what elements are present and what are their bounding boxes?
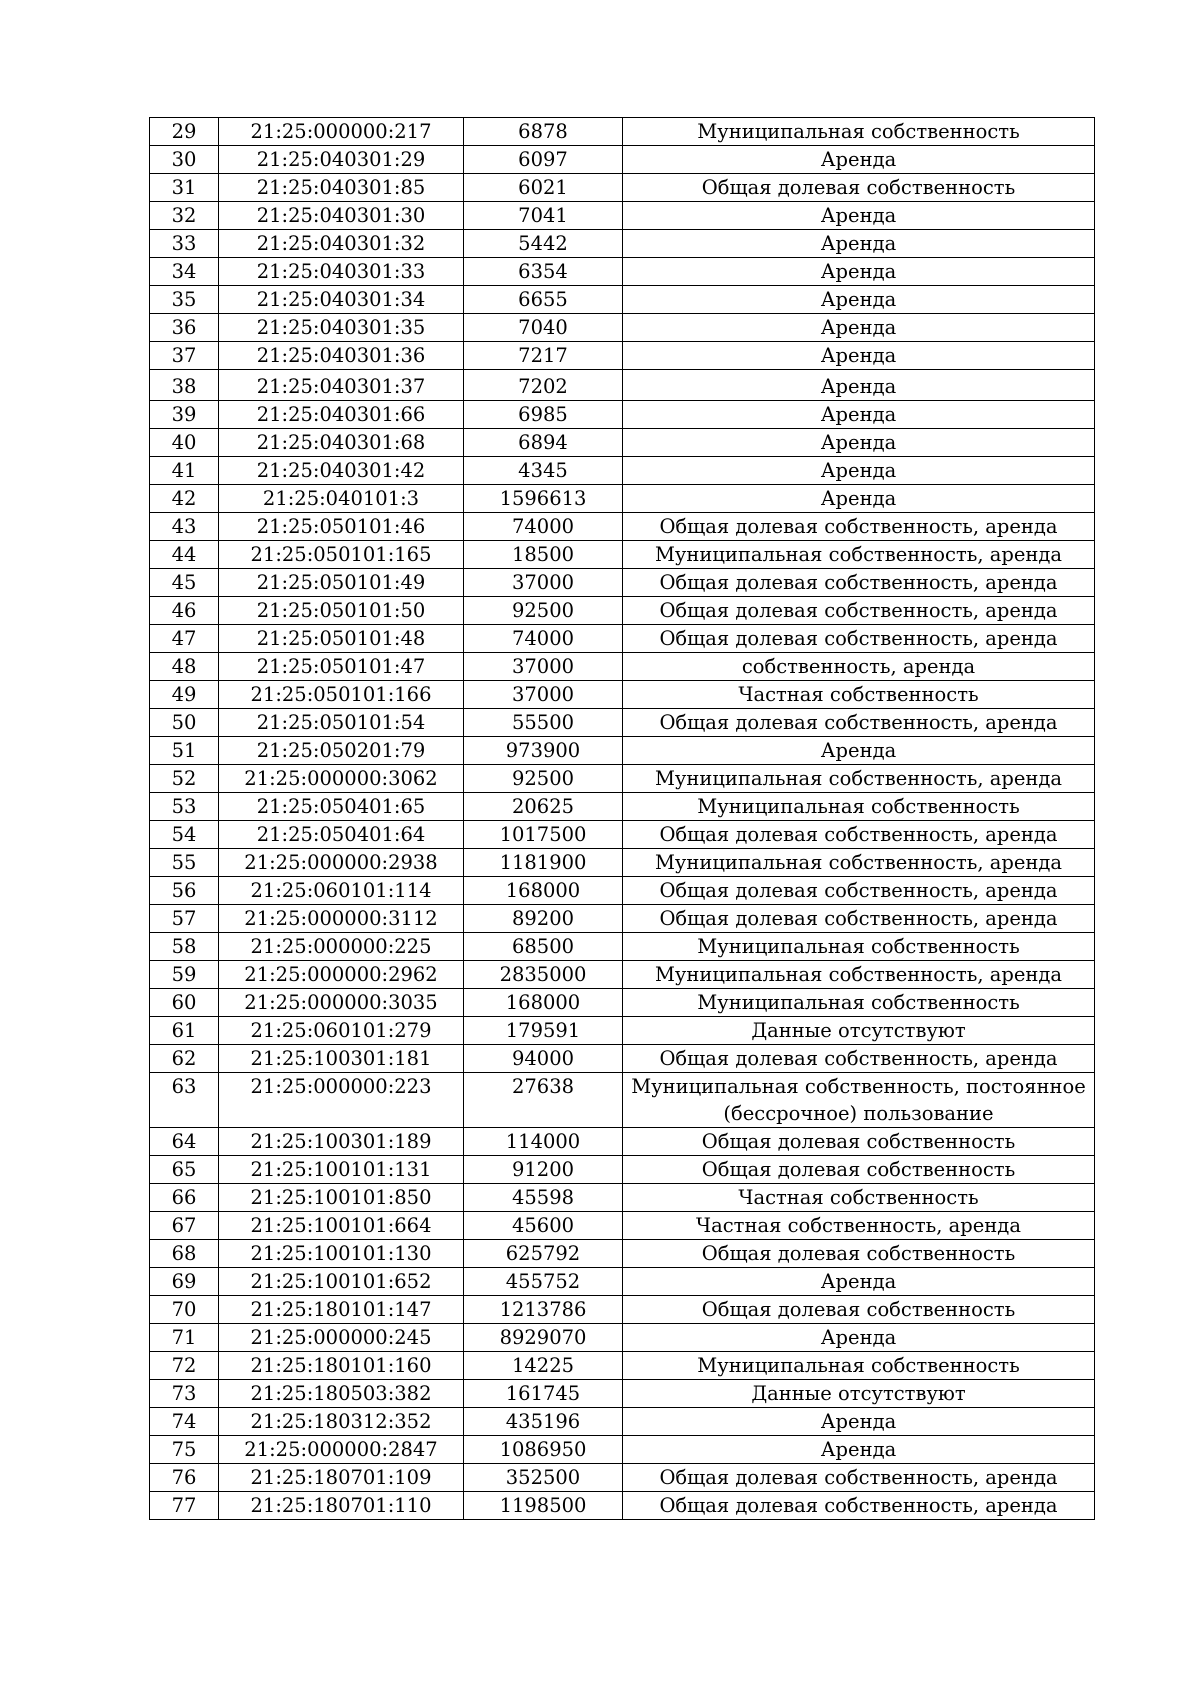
cadastral-number-cell: 21:25:000000:2962 <box>219 961 464 989</box>
cadastral-number-cell: 21:25:180503:382 <box>219 1380 464 1408</box>
row-number-cell: 36 <box>150 314 219 342</box>
area-cell: 352500 <box>464 1464 623 1492</box>
ownership-type-cell: Муниципальная собственность <box>623 989 1095 1017</box>
table-row <box>150 286 1095 314</box>
area-cell: 18500 <box>464 541 623 569</box>
table-row <box>150 541 1095 569</box>
ownership-type-cell: Аренда <box>623 258 1095 286</box>
row-number-cell: 77 <box>150 1492 219 1520</box>
table-row <box>150 569 1095 597</box>
area-cell: 179591 <box>464 1017 623 1045</box>
ownership-type-cell: Муниципальная собственность <box>623 933 1095 961</box>
ownership-type-cell: Аренда <box>623 1436 1095 1464</box>
cadastral-number-cell: 21:25:000000:223 <box>219 1073 464 1128</box>
ownership-type-cell: Аренда <box>623 485 1095 513</box>
row-number-cell: 67 <box>150 1212 219 1240</box>
cadastral-number-cell: 21:25:040301:36 <box>219 342 464 370</box>
table-row <box>150 1017 1095 1045</box>
row-number-cell: 72 <box>150 1352 219 1380</box>
ownership-type-cell: Общая долевая собственность, аренда <box>623 513 1095 541</box>
area-cell: 114000 <box>464 1128 623 1156</box>
table-row <box>150 849 1095 877</box>
row-number-cell: 65 <box>150 1156 219 1184</box>
table-row <box>150 597 1095 625</box>
ownership-type-cell: Аренда <box>623 146 1095 174</box>
cadastral-number-cell: 21:25:180701:109 <box>219 1464 464 1492</box>
area-cell: 91200 <box>464 1156 623 1184</box>
land-plots-table <box>149 117 1095 1520</box>
ownership-type-cell: Общая долевая собственность <box>623 1240 1095 1268</box>
ownership-type-cell: Муниципальная собственность, постоянное (бессрочное) пользование <box>623 1073 1095 1128</box>
cadastral-number-cell: 21:25:100101:131 <box>219 1156 464 1184</box>
area-cell: 6655 <box>464 286 623 314</box>
cadastral-number-cell: 21:25:000000:2847 <box>219 1436 464 1464</box>
table-row <box>150 1240 1095 1268</box>
area-cell: 168000 <box>464 989 623 1017</box>
ownership-type-cell: Муниципальная собственность, аренда <box>623 765 1095 793</box>
row-number-cell: 53 <box>150 793 219 821</box>
ownership-type-cell: Аренда <box>623 457 1095 485</box>
cadastral-number-cell: 21:25:000000:217 <box>219 118 464 146</box>
cadastral-number-cell: 21:25:180101:160 <box>219 1352 464 1380</box>
table-row <box>150 1184 1095 1212</box>
ownership-type-cell: Общая долевая собственность, аренда <box>623 905 1095 933</box>
row-number-cell: 30 <box>150 146 219 174</box>
cadastral-number-cell: 21:25:000000:3062 <box>219 765 464 793</box>
table-row <box>150 1324 1095 1352</box>
ownership-type-cell: Общая долевая собственность, аренда <box>623 569 1095 597</box>
area-cell: 6985 <box>464 401 623 429</box>
table-row <box>150 1045 1095 1073</box>
table-row <box>150 1156 1095 1184</box>
cadastral-number-cell: 21:25:040301:37 <box>219 370 464 401</box>
ownership-type-cell: Аренда <box>623 1268 1095 1296</box>
cadastral-number-cell: 21:25:180101:147 <box>219 1296 464 1324</box>
table-row <box>150 1464 1095 1492</box>
cadastral-number-cell: 21:25:100101:850 <box>219 1184 464 1212</box>
area-cell: 45600 <box>464 1212 623 1240</box>
cadastral-number-cell: 21:25:040301:29 <box>219 146 464 174</box>
table-row <box>150 653 1095 681</box>
cadastral-number-cell: 21:25:000000:2938 <box>219 849 464 877</box>
area-cell: 27638 <box>464 1073 623 1128</box>
row-number-cell: 56 <box>150 877 219 905</box>
table-row <box>150 1352 1095 1380</box>
cadastral-number-cell: 21:25:100301:189 <box>219 1128 464 1156</box>
area-cell: 20625 <box>464 793 623 821</box>
table-row <box>150 737 1095 765</box>
cadastral-number-cell: 21:25:050101:49 <box>219 569 464 597</box>
table-row <box>150 1268 1095 1296</box>
ownership-type-cell: Общая долевая собственность <box>623 1156 1095 1184</box>
cadastral-number-cell: 21:25:050401:65 <box>219 793 464 821</box>
row-number-cell: 45 <box>150 569 219 597</box>
ownership-type-cell: Муниципальная собственность <box>623 793 1095 821</box>
area-cell: 4345 <box>464 457 623 485</box>
area-cell: 45598 <box>464 1184 623 1212</box>
cadastral-number-cell: 21:25:040301:33 <box>219 258 464 286</box>
table-row <box>150 793 1095 821</box>
table-row <box>150 821 1095 849</box>
area-cell: 1086950 <box>464 1436 623 1464</box>
row-number-cell: 74 <box>150 1408 219 1436</box>
table-row <box>150 1296 1095 1324</box>
area-cell: 168000 <box>464 877 623 905</box>
ownership-type-cell: Общая долевая собственность <box>623 1296 1095 1324</box>
cadastral-number-cell: 21:25:050201:79 <box>219 737 464 765</box>
table-row <box>150 118 1095 146</box>
area-cell: 89200 <box>464 905 623 933</box>
row-number-cell: 37 <box>150 342 219 370</box>
ownership-type-cell: Общая долевая собственность, аренда <box>623 1464 1095 1492</box>
ownership-type-cell: Общая долевая собственность, аренда <box>623 709 1095 737</box>
row-number-cell: 52 <box>150 765 219 793</box>
row-number-cell: 51 <box>150 737 219 765</box>
cadastral-number-cell: 21:25:180701:110 <box>219 1492 464 1520</box>
area-cell: 7041 <box>464 202 623 230</box>
ownership-type-cell: Муниципальная собственность, аренда <box>623 541 1095 569</box>
table-row <box>150 709 1095 737</box>
ownership-type-cell: Общая долевая собственность <box>623 1128 1095 1156</box>
area-cell: 7040 <box>464 314 623 342</box>
cadastral-number-cell: 21:25:060101:114 <box>219 877 464 905</box>
ownership-type-cell: Аренда <box>623 1408 1095 1436</box>
cadastral-number-cell: 21:25:100101:652 <box>219 1268 464 1296</box>
ownership-type-cell: Аренда <box>623 202 1095 230</box>
ownership-type-cell: Аренда <box>623 401 1095 429</box>
cadastral-number-cell: 21:25:100101:130 <box>219 1240 464 1268</box>
row-number-cell: 63 <box>150 1073 219 1128</box>
table-row <box>150 765 1095 793</box>
row-number-cell: 61 <box>150 1017 219 1045</box>
table-row <box>150 485 1095 513</box>
row-number-cell: 44 <box>150 541 219 569</box>
area-cell: 68500 <box>464 933 623 961</box>
ownership-type-cell: Муниципальная собственность, аренда <box>623 849 1095 877</box>
cadastral-number-cell: 21:25:040301:66 <box>219 401 464 429</box>
table-row <box>150 342 1095 370</box>
row-number-cell: 55 <box>150 849 219 877</box>
area-cell: 7217 <box>464 342 623 370</box>
cadastral-number-cell: 21:25:050101:48 <box>219 625 464 653</box>
cadastral-number-cell: 21:25:050401:64 <box>219 821 464 849</box>
cadastral-number-cell: 21:25:040301:42 <box>219 457 464 485</box>
ownership-type-cell: Аренда <box>623 286 1095 314</box>
ownership-type-cell: Аренда <box>623 429 1095 457</box>
area-cell: 7202 <box>464 370 623 401</box>
cadastral-number-cell: 21:25:000000:245 <box>219 1324 464 1352</box>
row-number-cell: 57 <box>150 905 219 933</box>
row-number-cell: 49 <box>150 681 219 709</box>
area-cell: 625792 <box>464 1240 623 1268</box>
area-cell: 6878 <box>464 118 623 146</box>
table-row <box>150 1212 1095 1240</box>
ownership-type-cell: Данные отсутствуют <box>623 1380 1095 1408</box>
table-row <box>150 370 1095 401</box>
area-cell: 1213786 <box>464 1296 623 1324</box>
area-cell: 74000 <box>464 625 623 653</box>
row-number-cell: 41 <box>150 457 219 485</box>
table-row <box>150 961 1095 989</box>
table-row <box>150 1380 1095 1408</box>
cadastral-number-cell: 21:25:100301:181 <box>219 1045 464 1073</box>
cadastral-number-cell: 21:25:000000:3112 <box>219 905 464 933</box>
cadastral-number-cell: 21:25:040301:34 <box>219 286 464 314</box>
row-number-cell: 29 <box>150 118 219 146</box>
area-cell: 14225 <box>464 1352 623 1380</box>
row-number-cell: 76 <box>150 1464 219 1492</box>
row-number-cell: 46 <box>150 597 219 625</box>
table-row <box>150 258 1095 286</box>
row-number-cell: 60 <box>150 989 219 1017</box>
cadastral-number-cell: 21:25:050101:54 <box>219 709 464 737</box>
area-cell: 8929070 <box>464 1324 623 1352</box>
ownership-type-cell: Аренда <box>623 314 1095 342</box>
row-number-cell: 66 <box>150 1184 219 1212</box>
table-row <box>150 681 1095 709</box>
ownership-type-cell: Частная собственность <box>623 1184 1095 1212</box>
row-number-cell: 71 <box>150 1324 219 1352</box>
area-cell: 973900 <box>464 737 623 765</box>
table-row <box>150 202 1095 230</box>
cadastral-number-cell: 21:25:040101:3 <box>219 485 464 513</box>
ownership-type-cell: Частная собственность, аренда <box>623 1212 1095 1240</box>
table-row <box>150 174 1095 202</box>
ownership-type-cell: Общая долевая собственность <box>623 174 1095 202</box>
ownership-type-cell: Частная собственность <box>623 681 1095 709</box>
table-row <box>150 457 1095 485</box>
ownership-type-cell: Общая долевая собственность, аренда <box>623 1492 1095 1520</box>
table-row <box>150 1436 1095 1464</box>
row-number-cell: 58 <box>150 933 219 961</box>
ownership-type-cell: Общая долевая собственность, аренда <box>623 877 1095 905</box>
area-cell: 37000 <box>464 569 623 597</box>
row-number-cell: 73 <box>150 1380 219 1408</box>
ownership-type-cell: собственность, аренда <box>623 653 1095 681</box>
row-number-cell: 38 <box>150 370 219 401</box>
table-body <box>150 118 1095 1520</box>
row-number-cell: 68 <box>150 1240 219 1268</box>
area-cell: 5442 <box>464 230 623 258</box>
cadastral-number-cell: 21:25:040301:32 <box>219 230 464 258</box>
table-row <box>150 905 1095 933</box>
row-number-cell: 31 <box>150 174 219 202</box>
row-number-cell: 40 <box>150 429 219 457</box>
area-cell: 455752 <box>464 1268 623 1296</box>
row-number-cell: 62 <box>150 1045 219 1073</box>
row-number-cell: 33 <box>150 230 219 258</box>
cadastral-number-cell: 21:25:040301:85 <box>219 174 464 202</box>
cadastral-number-cell: 21:25:180312:352 <box>219 1408 464 1436</box>
table-row <box>150 877 1095 905</box>
cadastral-number-cell: 21:25:050101:165 <box>219 541 464 569</box>
table-row <box>150 989 1095 1017</box>
cadastral-number-cell: 21:25:050101:47 <box>219 653 464 681</box>
table-row <box>150 230 1095 258</box>
row-number-cell: 69 <box>150 1268 219 1296</box>
cadastral-number-cell: 21:25:000000:3035 <box>219 989 464 1017</box>
cadastral-number-cell: 21:25:040301:30 <box>219 202 464 230</box>
ownership-type-cell: Муниципальная собственность <box>623 118 1095 146</box>
row-number-cell: 42 <box>150 485 219 513</box>
ownership-type-cell: Аренда <box>623 1324 1095 1352</box>
row-number-cell: 48 <box>150 653 219 681</box>
table-row <box>150 429 1095 457</box>
row-number-cell: 50 <box>150 709 219 737</box>
cadastral-number-cell: 21:25:040301:35 <box>219 314 464 342</box>
area-cell: 92500 <box>464 597 623 625</box>
area-cell: 2835000 <box>464 961 623 989</box>
table-row <box>150 513 1095 541</box>
ownership-type-cell: Муниципальная собственность, аренда <box>623 961 1095 989</box>
cadastral-number-cell: 21:25:050101:166 <box>219 681 464 709</box>
cadastral-number-cell: 21:25:050101:46 <box>219 513 464 541</box>
ownership-type-cell: Аренда <box>623 230 1095 258</box>
area-cell: 55500 <box>464 709 623 737</box>
table-row <box>150 1073 1095 1128</box>
area-cell: 161745 <box>464 1380 623 1408</box>
area-cell: 37000 <box>464 681 623 709</box>
ownership-type-cell: Муниципальная собственность <box>623 1352 1095 1380</box>
row-number-cell: 35 <box>150 286 219 314</box>
area-cell: 435196 <box>464 1408 623 1436</box>
ownership-type-cell: Аренда <box>623 370 1095 401</box>
area-cell: 1198500 <box>464 1492 623 1520</box>
area-cell: 6097 <box>464 146 623 174</box>
ownership-type-cell: Общая долевая собственность, аренда <box>623 821 1095 849</box>
table-row <box>150 1492 1095 1520</box>
row-number-cell: 64 <box>150 1128 219 1156</box>
area-cell: 1181900 <box>464 849 623 877</box>
ownership-type-cell: Общая долевая собственность, аренда <box>623 625 1095 653</box>
ownership-type-cell: Данные отсутствуют <box>623 1017 1095 1045</box>
row-number-cell: 54 <box>150 821 219 849</box>
area-cell: 37000 <box>464 653 623 681</box>
area-cell: 1596613 <box>464 485 623 513</box>
ownership-type-cell: Аренда <box>623 737 1095 765</box>
row-number-cell: 39 <box>150 401 219 429</box>
row-number-cell: 32 <box>150 202 219 230</box>
area-cell: 92500 <box>464 765 623 793</box>
table-row <box>150 314 1095 342</box>
table-row <box>150 1128 1095 1156</box>
ownership-type-cell: Общая долевая собственность, аренда <box>623 597 1095 625</box>
area-cell: 1017500 <box>464 821 623 849</box>
area-cell: 74000 <box>464 513 623 541</box>
area-cell: 6894 <box>464 429 623 457</box>
area-cell: 6021 <box>464 174 623 202</box>
table-row <box>150 401 1095 429</box>
row-number-cell: 43 <box>150 513 219 541</box>
row-number-cell: 47 <box>150 625 219 653</box>
table-row <box>150 146 1095 174</box>
area-cell: 94000 <box>464 1045 623 1073</box>
row-number-cell: 59 <box>150 961 219 989</box>
ownership-type-cell: Аренда <box>623 342 1095 370</box>
ownership-type-cell: Общая долевая собственность, аренда <box>623 1045 1095 1073</box>
cadastral-number-cell: 21:25:050101:50 <box>219 597 464 625</box>
cadastral-number-cell: 21:25:060101:279 <box>219 1017 464 1045</box>
row-number-cell: 70 <box>150 1296 219 1324</box>
cadastral-number-cell: 21:25:000000:225 <box>219 933 464 961</box>
table-row <box>150 933 1095 961</box>
row-number-cell: 75 <box>150 1436 219 1464</box>
cadastral-number-cell: 21:25:100101:664 <box>219 1212 464 1240</box>
row-number-cell: 34 <box>150 258 219 286</box>
table-row <box>150 625 1095 653</box>
table-row <box>150 1408 1095 1436</box>
area-cell: 6354 <box>464 258 623 286</box>
cadastral-number-cell: 21:25:040301:68 <box>219 429 464 457</box>
